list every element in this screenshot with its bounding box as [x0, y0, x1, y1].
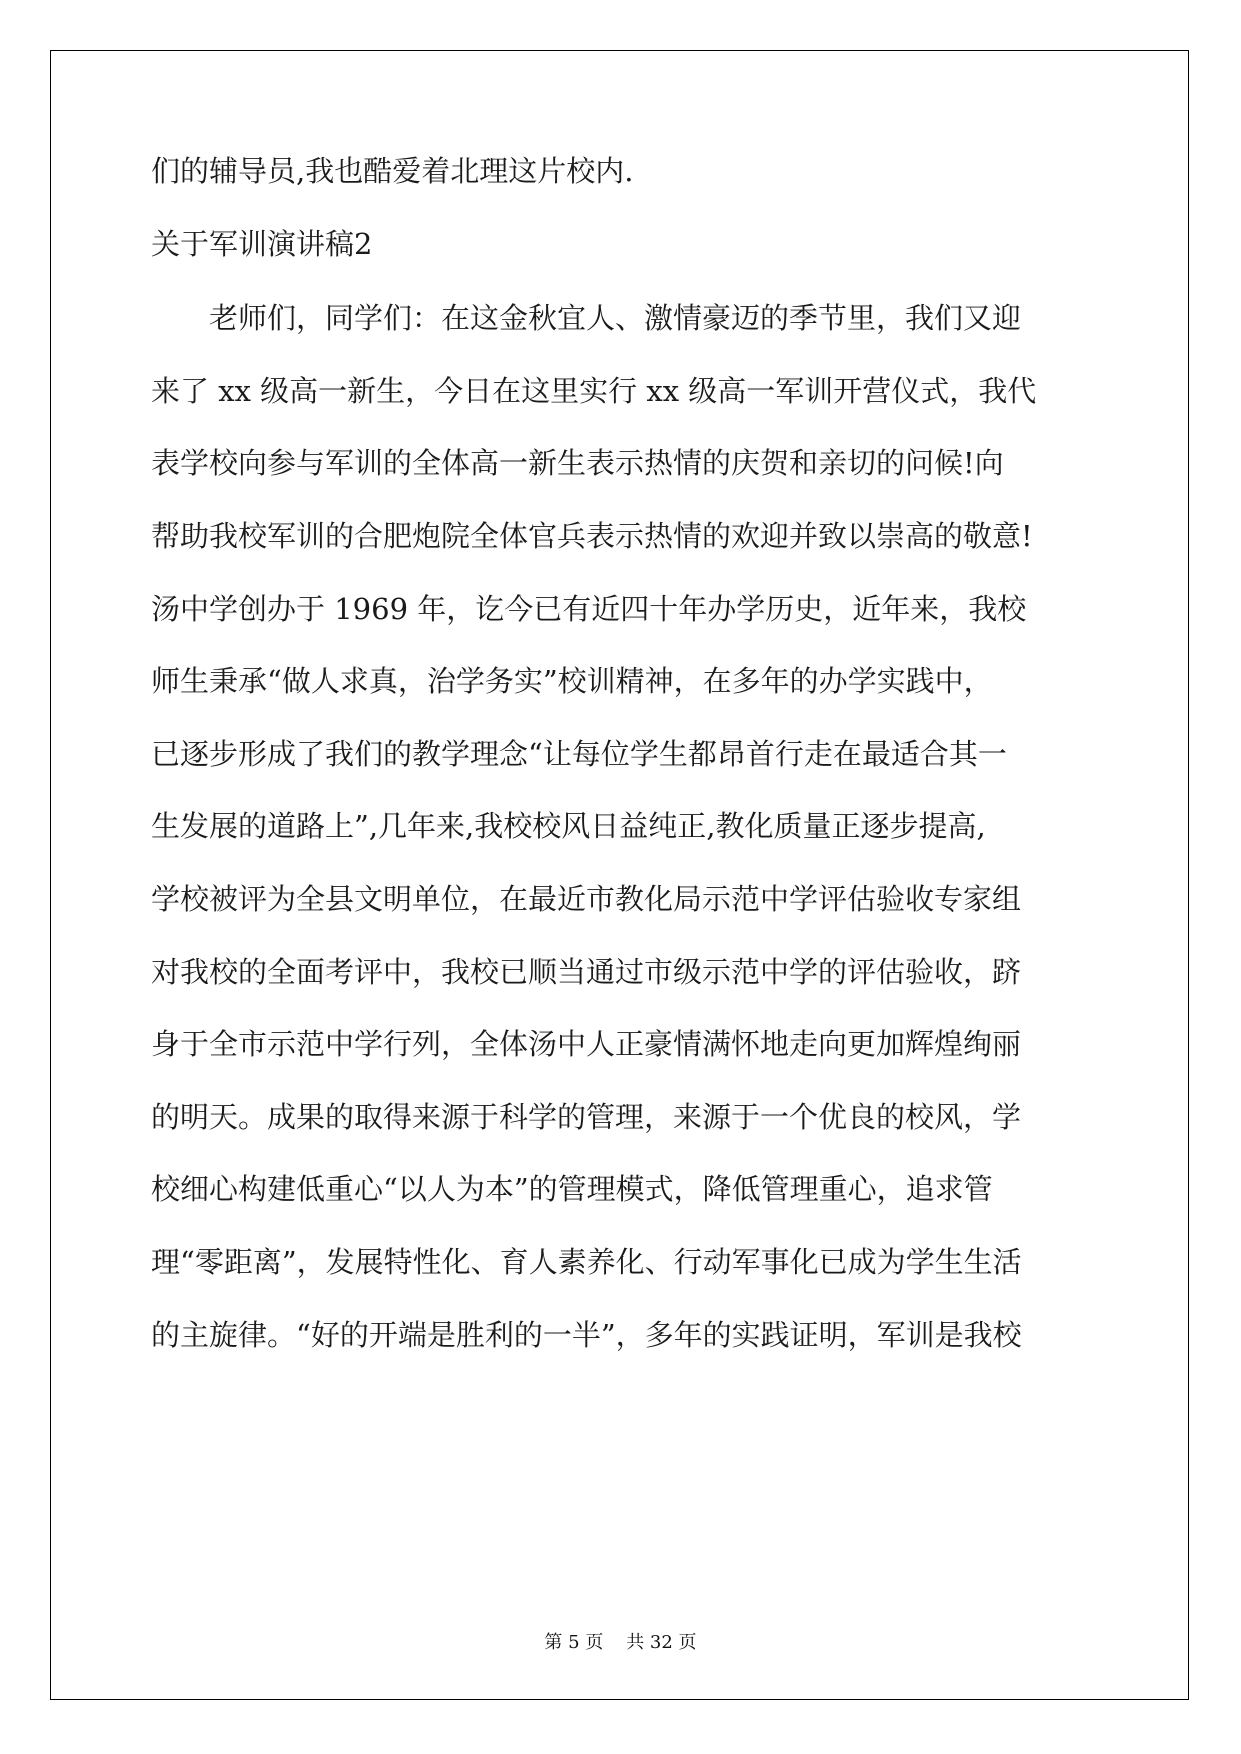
text-line: 身于全市示范中学行列，全体汤中人正豪情满怀地走向更加辉煌绚丽 — [151, 1027, 1022, 1061]
text-line: 的主旋律。“好的开端是胜利的一半”，多年的实践证明，军训是我校 — [151, 1318, 1022, 1352]
text-line: 的明天。成果的取得来源于科学的管理，来源于一个优良的校风，学 — [151, 1100, 1022, 1134]
text-line: 生发展的道路上”,几年来,我校校风日益纯正,教化质量正逐步提高, — [151, 809, 986, 843]
text-line: 理“零距离”，发展特性化、育人素养化、行动军事化已成为学生生活 — [151, 1245, 1022, 1279]
text-line: 帮助我校军训的合肥炮院全体官兵表示热情的欢迎并致以崇高的敬意! — [151, 519, 1033, 553]
text-line: 已逐步形成了我们的教学理念“让每位学生都昂首行走在最适合其一 — [151, 737, 1007, 771]
text-line: 来了 xx 级高一新生，今日在这里实行 xx 级高一军训开营仪式，我代 — [151, 374, 1037, 408]
text-line: 汤中学创办于 1969 年，讫今已有近四十年办学历史，近年来，我校 — [151, 592, 1027, 626]
text-line: 老师们，同学们：在这金秋宜人、激情豪迈的季节里，我们又迎 — [151, 301, 1022, 335]
text-line: 对我校的全面考评中，我校已顺当通过市级示范中学的评估验收，跻 — [151, 955, 1022, 989]
section-heading: 关于军训演讲稿2 — [151, 227, 373, 261]
text-line: 师生秉承“做人求真，治学务实”校训精神，在多年的办学实践中， — [151, 664, 993, 698]
text-line: 们的辅导员,我也酷爱着北理这片校内. — [151, 154, 634, 188]
page-border — [50, 50, 1189, 1700]
text-line: 学校被评为全县文明单位，在最近市教化局示范中学评估验收专家组 — [151, 882, 1022, 916]
text-line: 校细心构建低重心“以人为本”的管理模式，降低管理重心，追求管 — [151, 1172, 993, 1206]
page-number: 第 5 页 共 32 页 — [544, 1632, 697, 1653]
text-line: 表学校向参与军训的全体高一新生表示热情的庆贺和亲切的问候!向 — [151, 446, 1004, 480]
